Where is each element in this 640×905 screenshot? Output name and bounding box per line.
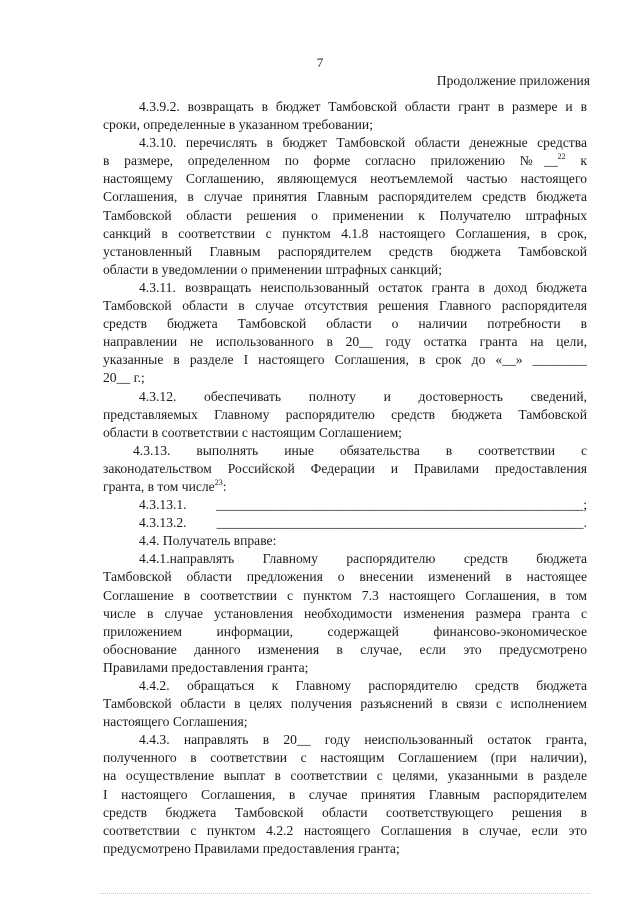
line-text: средств бюджета Тамбовской области соответствующего решения в (103, 804, 587, 820)
line-text: 4.4. Получатель вправе: (139, 533, 277, 549)
line-text: 20__ г.; (103, 370, 145, 386)
text-line (103, 587, 587, 605)
text-line (103, 442, 587, 460)
text-line (103, 261, 587, 279)
text-line (103, 695, 587, 713)
line-text: предусмотрено Правилами предоставления гранта; (103, 840, 400, 856)
text-line (103, 225, 587, 243)
line-text: указанные в разделе I настоящего Соглашения, в срок до «__» ________ (103, 352, 587, 368)
line-text: 4.4.3. направлять в 20__ году неиспользованный остаток гранта, (139, 732, 587, 748)
line-text: санкций в соответствии с пунктом 4.1.8 настоящего Соглашения, в срок, (103, 225, 587, 241)
line-text: Соглашение в соответствии с пунктом 7.3 настоящего Соглашения, в том (103, 587, 587, 603)
page-footer-artifact (100, 893, 590, 897)
line-text: 4.3.13. выполнять иные обязательства в соответствии с (133, 442, 587, 458)
line-text: законодательством Российской Федерации и Правилами предоставления (103, 460, 587, 476)
line-text: представляемых Главному распорядителю средств бюджета Тамбовской (103, 406, 587, 422)
text-line (103, 460, 587, 478)
line-text: настоящему Соглашению, являющемуся неотъемлемой частью настоящего (103, 171, 587, 187)
line-text-tail: к (565, 153, 587, 169)
text-line (103, 188, 587, 206)
text-line (103, 713, 587, 731)
text-line (103, 514, 587, 532)
line-text: 4.3.13.1. ______________________________________________________; (139, 497, 587, 513)
text-line (103, 605, 587, 623)
text-line (103, 351, 587, 369)
line-text: 4.3.9.2. возвращать в бюджет Тамбовской области грант в размере и в (139, 99, 587, 114)
text-line (103, 388, 587, 406)
line-text: Тамбовской области решения о применении к Получателю штрафных (103, 207, 587, 223)
text-line (103, 749, 587, 767)
line-text: Тамбовской области в случае отсутствия решения Главного распорядителя (103, 298, 587, 314)
line-text: Правилами предоставления гранта; (103, 659, 309, 675)
line-text: 4.3.12. обеспечивать полноту и достоверность сведений, (139, 388, 587, 404)
text-line (103, 568, 587, 586)
line-text: 4.4.1.направлять Главному распорядителю средств бюджета (139, 551, 587, 567)
line-text: числе в случае установления необходимости изменения размера гранта с (103, 605, 587, 621)
line-text: 4.3.13.2. ______________________________________________________. (139, 515, 587, 531)
text-line (103, 297, 587, 315)
text-line (103, 786, 587, 804)
line-text: Тамбовской области в целях получения разъяснений в связи с исполнением (103, 696, 587, 712)
line-text: Тамбовской области предложения о внесении изменений в настоящее (103, 569, 587, 585)
line-text: в размере, определенном по форме согласно приложению №__ (103, 153, 558, 169)
page-number: 7 (316, 55, 324, 70)
text-line (103, 369, 587, 387)
text-line (103, 424, 587, 442)
line-text: области в уведомлении о применении штрафных санкций; (103, 261, 442, 277)
text-line (103, 116, 587, 134)
text-line (103, 767, 587, 785)
text-line (103, 207, 587, 225)
text-line (103, 822, 587, 840)
line-text: 4.3.10. перечислять в бюджет Тамбовской области денежные средства (139, 135, 587, 151)
text-line (103, 731, 587, 749)
line-text: на осуществление выплат в соответствии с целями, указанными в разделе (103, 768, 587, 784)
text-line (103, 243, 587, 261)
text-line (103, 333, 587, 351)
line-text: приложением информации, содержащей финансово-экономическое (103, 623, 587, 639)
text-line (103, 804, 587, 822)
line-text: сроки, определенные в указанном требовании; (103, 117, 373, 133)
text-line (103, 406, 587, 424)
text-line (103, 532, 587, 550)
text-line (103, 550, 587, 568)
running-head: Продолжение приложения (436, 73, 590, 88)
text-line (103, 315, 587, 333)
text-line (103, 659, 587, 677)
text-line (103, 641, 587, 659)
line-text: полученного в соответствии с настоящим Соглашением (при наличии), (103, 750, 587, 766)
footnote-marker: 22 (557, 152, 566, 162)
text-line (103, 623, 587, 641)
text-line (103, 840, 587, 858)
text-line (103, 134, 587, 152)
line-text: установленный Главным распорядителем средств бюджета Тамбовской (103, 243, 587, 259)
line-text: Соглашения, в случае принятия Главным распорядителем средств бюджета (103, 189, 587, 205)
text-line (103, 170, 587, 188)
line-text: гранта, в том числе (103, 478, 215, 494)
footnote-marker: 23 (214, 477, 223, 487)
line-text: обоснование данного изменения в случае, если это предусмотрено (103, 641, 587, 657)
text-line (103, 478, 587, 496)
text-line (103, 279, 587, 297)
line-text: 4.4.2. обращаться к Главному распорядителю средств бюджета (139, 678, 587, 693)
line-text: 4.3.11. возвращать неиспользованный остаток гранта в доход бюджета (139, 279, 587, 295)
line-text: направлении не использованного в 20__ году остатка гранта на цели, (103, 334, 587, 350)
document-body (103, 98, 587, 858)
text-line (103, 677, 587, 695)
line-text: соответствии с пунктом 4.2.2 настоящего Соглашения в случае, если это (103, 822, 587, 838)
text-line (103, 98, 587, 116)
text-line (103, 152, 587, 170)
line-text: области в соответствии с настоящим Соглашением; (103, 424, 402, 440)
line-text: I настоящего Соглашения, в случае принятия Главным распорядителем (103, 786, 587, 802)
line-text: средств бюджета Тамбовской области о наличии потребности в (103, 316, 587, 332)
text-line (103, 496, 587, 514)
line-text-tail: : (222, 478, 227, 494)
line-text: настоящего Соглашения; (103, 714, 248, 730)
